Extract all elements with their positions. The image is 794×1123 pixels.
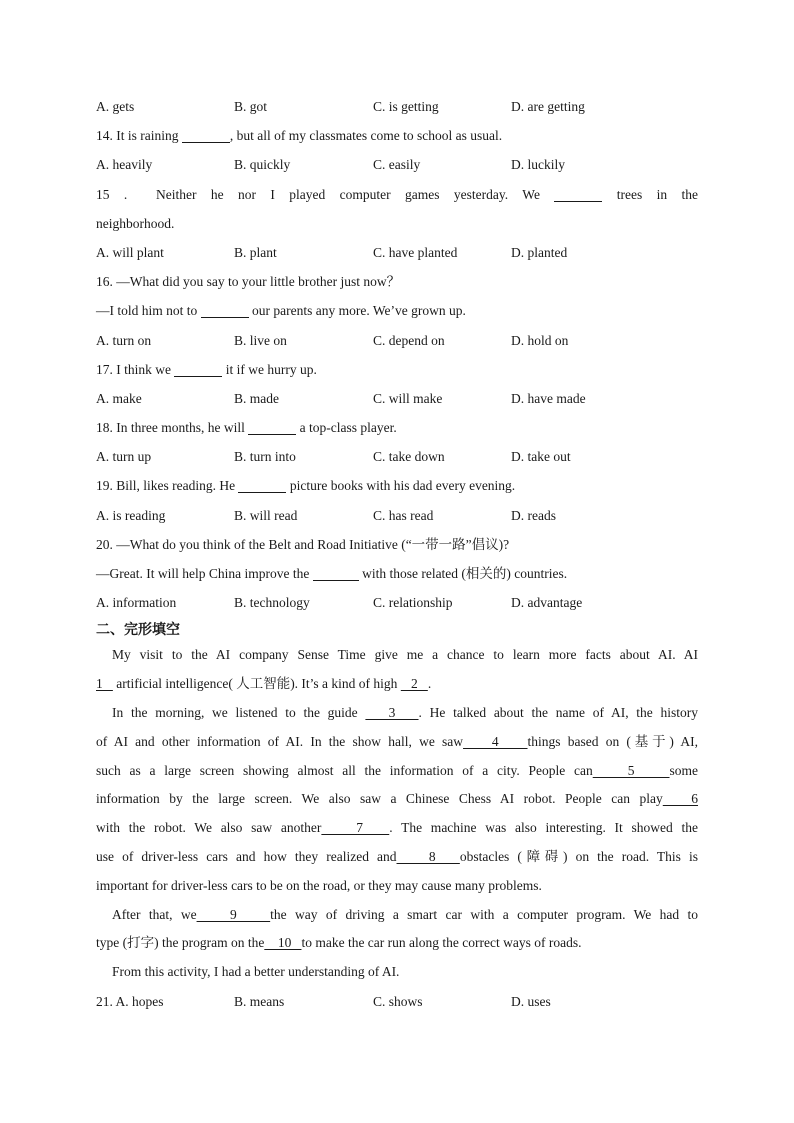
answer-blank: [201, 301, 249, 318]
passage-text: obstacles (障碍) on the road. This is: [459, 848, 699, 864]
option-c: C. has read: [373, 507, 434, 523]
question-text: a top-class player.: [296, 420, 397, 436]
option-a: A. gets: [96, 99, 135, 114]
option-d: D. uses: [511, 993, 551, 1009]
question-16: [96, 267, 698, 296]
question-16-reply: [96, 296, 698, 325]
option-d: D. hold on: [511, 332, 569, 348]
question-text: it if we hurry up.: [222, 361, 317, 377]
option-b: B. made: [234, 390, 279, 406]
option-c: C. relationship: [373, 595, 453, 611]
passage-line: important for driver-less cars to be on the road, or they may cause many problems.: [96, 877, 542, 893]
option-d: D. advantage: [511, 595, 583, 611]
question-19: [96, 471, 698, 500]
question-15-options: [96, 238, 698, 267]
question-20-reply: [96, 559, 698, 588]
passage-text: information by the large screen. We also saw a Chinese Chess AI robot. People can play: [96, 791, 663, 807]
passage-text: type (打字) the program on the: [96, 935, 265, 951]
passage-text: In the morning, we listened to the guide: [112, 704, 366, 720]
question-text: , but all of my classmates come to school as usual.: [229, 128, 503, 144]
blank-1: 1: [96, 676, 113, 692]
option-a: A. information: [96, 595, 177, 611]
question-text: —I told him not to: [96, 303, 201, 319]
passage-line: [96, 670, 698, 699]
passage-text: such as a large screen showing almost all the information of a city. People can: [96, 762, 593, 778]
passage-text: After that, we: [112, 906, 197, 922]
blank-3: 3: [365, 704, 419, 720]
question-text: neighborhood.: [96, 215, 175, 231]
option-b: B. technology: [234, 595, 310, 611]
passage-line: [96, 757, 698, 786]
blank-4: 4: [463, 733, 528, 749]
question-text: 15 . Neither he nor I played computer games yesterday. We: [96, 186, 540, 202]
question-18-options: [96, 442, 698, 471]
answer-blank: [554, 185, 602, 202]
option-a: A. turn up: [96, 449, 152, 465]
option-c: C. shows: [373, 993, 423, 1009]
passage-line: [96, 699, 698, 728]
option-d: D. planted: [511, 244, 568, 260]
question-15: [96, 180, 698, 209]
option-a: A. heavily: [96, 157, 153, 173]
passage-line: [96, 929, 698, 958]
question-18: [96, 413, 698, 442]
passage-text: with the robot. We also saw another: [96, 820, 322, 836]
option-b: B. quickly: [234, 157, 291, 173]
blank-5: 5: [592, 762, 670, 778]
passage-line: [96, 814, 698, 843]
option-b: B. plant: [234, 244, 277, 260]
question-20-options: [96, 588, 698, 617]
answer-blank: [313, 564, 359, 581]
option-d: D. have made: [511, 390, 586, 406]
option-b: B. got: [234, 99, 268, 114]
passage-line: From this activity, I had a better understanding of AI.: [112, 964, 400, 980]
question-text: trees in the: [616, 186, 698, 202]
option-a: A. make: [96, 390, 142, 406]
option-d: D. luckily: [511, 157, 565, 173]
option-c: C. have planted: [373, 244, 458, 260]
option-b: B. live on: [234, 332, 287, 348]
question-text: 20. —What do you think of the Belt and Road Initiative (“一带一路”倡议)?: [96, 536, 510, 552]
passage-text: the way of driving a smart car with a computer program. We had to: [270, 906, 698, 922]
answer-blank: [182, 126, 230, 143]
blank-6: 6: [662, 791, 699, 807]
passage-line: [96, 728, 698, 757]
passage-line: [96, 843, 698, 872]
passage-text: . He talked about the name of AI, the history: [418, 704, 699, 720]
option-d: D. reads: [511, 507, 556, 523]
question-text: with those related (相关的) countries.: [358, 566, 568, 581]
passage-text: things based on (基于) AI,: [527, 733, 699, 749]
answer-blank: [174, 360, 222, 377]
passage-text: artificial intelligence( 人工智能). It’s a kind of high: [112, 676, 401, 692]
answer-blank: [238, 476, 286, 493]
option-a: A. will plant: [96, 244, 164, 260]
blank-10: 10: [264, 935, 302, 951]
question-14-options: [96, 150, 698, 179]
question-14: [96, 121, 698, 150]
passage-line: [96, 901, 698, 930]
passage-line: My visit to the AI company Sense Time give me a chance to learn more facts about AI. AI: [112, 647, 698, 663]
option-c: C. is getting: [373, 99, 439, 114]
option-d: D. take out: [511, 449, 571, 465]
option-d: D. are getting: [511, 99, 585, 114]
question-13-options: [96, 92, 698, 121]
option-c: C. will make: [373, 390, 443, 406]
question-text: 16. —What did you say to your little brother just now？: [96, 274, 401, 290]
option-a: A. turn on: [96, 332, 152, 348]
question-19-options: [96, 501, 698, 530]
worksheet-page: [96, 92, 698, 1016]
question-text: 18. In three months, he will: [96, 420, 249, 436]
blank-9: 9: [196, 906, 271, 922]
option-c: C. easily: [373, 157, 421, 173]
question-text: 17. I think we: [96, 361, 175, 377]
question-21-options: [96, 987, 698, 1016]
passage-text: to make the car run along the correct ways of roads.: [301, 935, 582, 951]
question-text: 19. Bill, likes reading. He: [96, 478, 239, 494]
option-a: 21. A. hopes: [96, 993, 164, 1009]
answer-blank: [248, 418, 296, 435]
blank-8: 8: [396, 848, 460, 864]
question-15-continued: [96, 209, 698, 238]
passage-line: [96, 785, 698, 814]
passage-text: of AI and other information of AI. In the show hall, we saw: [96, 733, 464, 749]
option-c: C. take down: [373, 449, 445, 465]
blank-2: 2: [400, 676, 428, 692]
option-b: B. means: [234, 993, 285, 1009]
cloze-passage: [96, 641, 698, 987]
passage-text: .: [427, 676, 432, 692]
question-16-options: [96, 326, 698, 355]
question-text: our parents any more. We’ve grown up.: [248, 303, 466, 319]
question-20: [96, 530, 698, 559]
section-heading: 二、完形填空: [96, 622, 180, 639]
option-a: A. is reading: [96, 507, 166, 523]
question-text: 14. It is raining: [96, 128, 182, 144]
question-text: —Great. It will help China improve the: [96, 566, 313, 581]
blank-7: 7: [321, 820, 390, 836]
option-c: C. depend on: [373, 332, 445, 348]
question-17: [96, 355, 698, 384]
option-b: B. turn into: [234, 449, 296, 465]
passage-text: use of driver-less cars and how they realized and: [96, 848, 397, 864]
option-b: B. will read: [234, 507, 298, 523]
passage-text: some: [669, 762, 699, 778]
passage-text: . The machine was also interesting. It showed the: [389, 820, 699, 836]
question-text: picture books with his dad every evening.: [286, 478, 516, 494]
question-17-options: [96, 384, 698, 413]
